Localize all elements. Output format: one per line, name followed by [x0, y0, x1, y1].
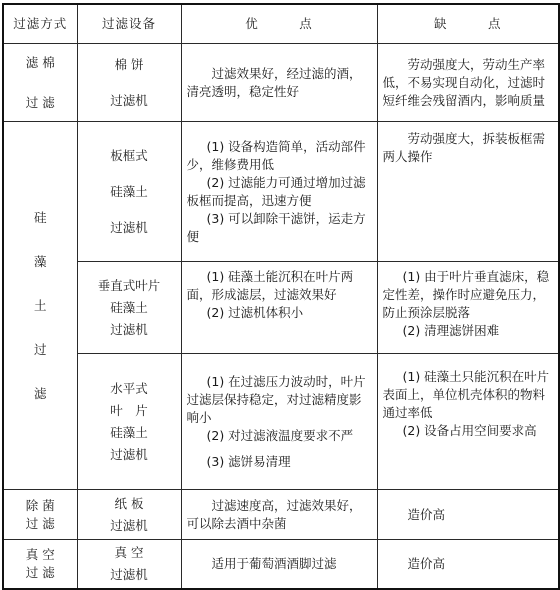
equipment-cell-vertical — [77, 262, 181, 354]
disadvantage-cell-horizontal — [377, 354, 559, 490]
table-row-vacuum — [3, 540, 559, 590]
equipment-cell-plate — [77, 122, 181, 262]
disadvantage-text: 造价高 — [407, 556, 446, 571]
table-row-diatomite-horizontal — [3, 354, 559, 490]
equipment-label: 过滤机 — [110, 92, 148, 108]
disadvantage-cell-sterile — [377, 490, 559, 540]
method-label: 真 空 — [25, 547, 55, 562]
equipment-label: 叶 片 — [110, 402, 148, 418]
table-row-sterile — [3, 490, 559, 540]
equipment-label: 过滤机 — [110, 517, 148, 533]
advantage-cell-plate — [181, 122, 377, 262]
equipment-label: 过滤机 — [110, 567, 148, 582]
equipment-label: 硅藻土 — [110, 299, 148, 315]
equipment-label: 板框式 — [110, 147, 148, 163]
disadvantage-item: (1) 由于叶片垂直滤床，稳定性差，操作时应避免压力，防止预涂层脱落 — [382, 269, 550, 320]
method-char: 过 — [33, 341, 47, 357]
equipment-label: 过滤机 — [110, 219, 148, 235]
header-equipment: 过滤设备 — [77, 4, 181, 44]
equipment-label: 真 空 — [114, 545, 144, 560]
advantage-item: (2) 对过滤液温度要求不严 — [206, 427, 354, 443]
method-label: 过 滤 — [25, 94, 55, 110]
method-cell-sterile — [3, 490, 77, 540]
equipment-cell-vacuum — [77, 540, 181, 590]
method-char: 藻 — [33, 253, 47, 269]
header-advantages: 优 点 — [181, 4, 377, 44]
disadvantage-text: 劳动强度大，拆装板框需两人操作 — [382, 131, 546, 164]
method-char: 滤 — [33, 385, 47, 401]
equipment-label: 过滤机 — [110, 321, 148, 337]
method-label: 除 菌 — [25, 497, 55, 513]
advantage-text: 过滤速度高，过滤效果好，可以除去酒中杂菌 — [186, 497, 362, 531]
header-method: 过滤方式 — [3, 4, 77, 44]
header-disadvantages: 缺 点 — [377, 4, 559, 44]
method-label: 滤 棉 — [25, 54, 55, 70]
equipment-label: 硅藻土 — [110, 424, 148, 440]
method-label: 过 滤 — [25, 515, 55, 531]
disadvantage-item: (2) 设备占用空间要求高 — [402, 423, 537, 438]
advantage-item: (2) 过滤机体积小 — [206, 305, 304, 320]
disadvantage-text: 劳动强度大，劳动生产率低，不易实现自动化，过滤时短纤维会残留酒内，影响质量 — [382, 56, 546, 108]
disadvantage-cell-vertical — [377, 262, 559, 354]
disadvantage-cell-plate — [377, 122, 559, 262]
advantage-text: 过滤效果好，经过滤的酒，清亮透明，稳定性好 — [186, 65, 362, 99]
advantage-item: (3) 可以卸除干滤饼，运走方便 — [186, 210, 366, 244]
equipment-cell-cotton — [77, 44, 181, 122]
advantage-text: 适用于葡萄酒酒脚过滤 — [211, 556, 337, 571]
table-row-diatomite-plate — [3, 122, 559, 262]
method-cell-vacuum — [3, 540, 77, 590]
equipment-cell-sterile — [77, 490, 181, 540]
advantage-cell-cotton — [181, 44, 377, 122]
disadvantage-text: 造价高 — [407, 506, 446, 522]
advantage-cell-vacuum — [181, 540, 377, 590]
table-row-cotton — [3, 44, 559, 122]
disadvantage-item: (1) 硅藻土只能沉积在叶片表面上，单位机壳体积的物料通过率低 — [382, 369, 550, 420]
method-cell-diatomite — [3, 122, 77, 490]
method-char: 土 — [33, 297, 47, 313]
equipment-label: 棉 饼 — [114, 56, 144, 72]
equipment-label: 水平式 — [110, 380, 148, 396]
disadvantage-cell-cotton — [377, 44, 559, 122]
disadvantage-cell-vacuum — [377, 540, 559, 590]
filtration-methods-table — [2, 3, 560, 590]
advantage-item: (1) 在过滤压力波动时，叶片过滤层保持稳定，对过滤精度影响小 — [186, 373, 366, 425]
equipment-label: 垂直式叶片 — [97, 277, 161, 293]
advantage-item: (1) 设备构造简单，活动部件少，维修费用低 — [186, 138, 366, 172]
equipment-label: 硅藻土 — [110, 183, 148, 199]
advantage-cell-horizontal — [181, 354, 377, 490]
equipment-label: 过滤机 — [110, 446, 148, 462]
advantage-item: (1) 硅藻土能沉积在叶片两面，形成滤层，过滤效果好 — [186, 269, 354, 302]
table-header-row — [3, 4, 559, 44]
advantage-cell-sterile — [181, 490, 377, 540]
advantage-item: (3) 滤饼易清理 — [206, 453, 291, 469]
table-row-diatomite-vertical — [3, 262, 559, 354]
method-cell-cotton — [3, 44, 77, 122]
equipment-cell-horizontal — [77, 354, 181, 490]
advantage-cell-vertical — [181, 262, 377, 354]
method-char: 硅 — [33, 209, 47, 225]
equipment-label: 纸 板 — [114, 495, 144, 511]
disadvantage-item: (2) 清理滤饼困难 — [402, 323, 500, 338]
method-label: 过 滤 — [25, 565, 55, 580]
advantage-item: (2) 过滤能力可通过增加过滤板框而提高，迅速方便 — [186, 174, 366, 208]
